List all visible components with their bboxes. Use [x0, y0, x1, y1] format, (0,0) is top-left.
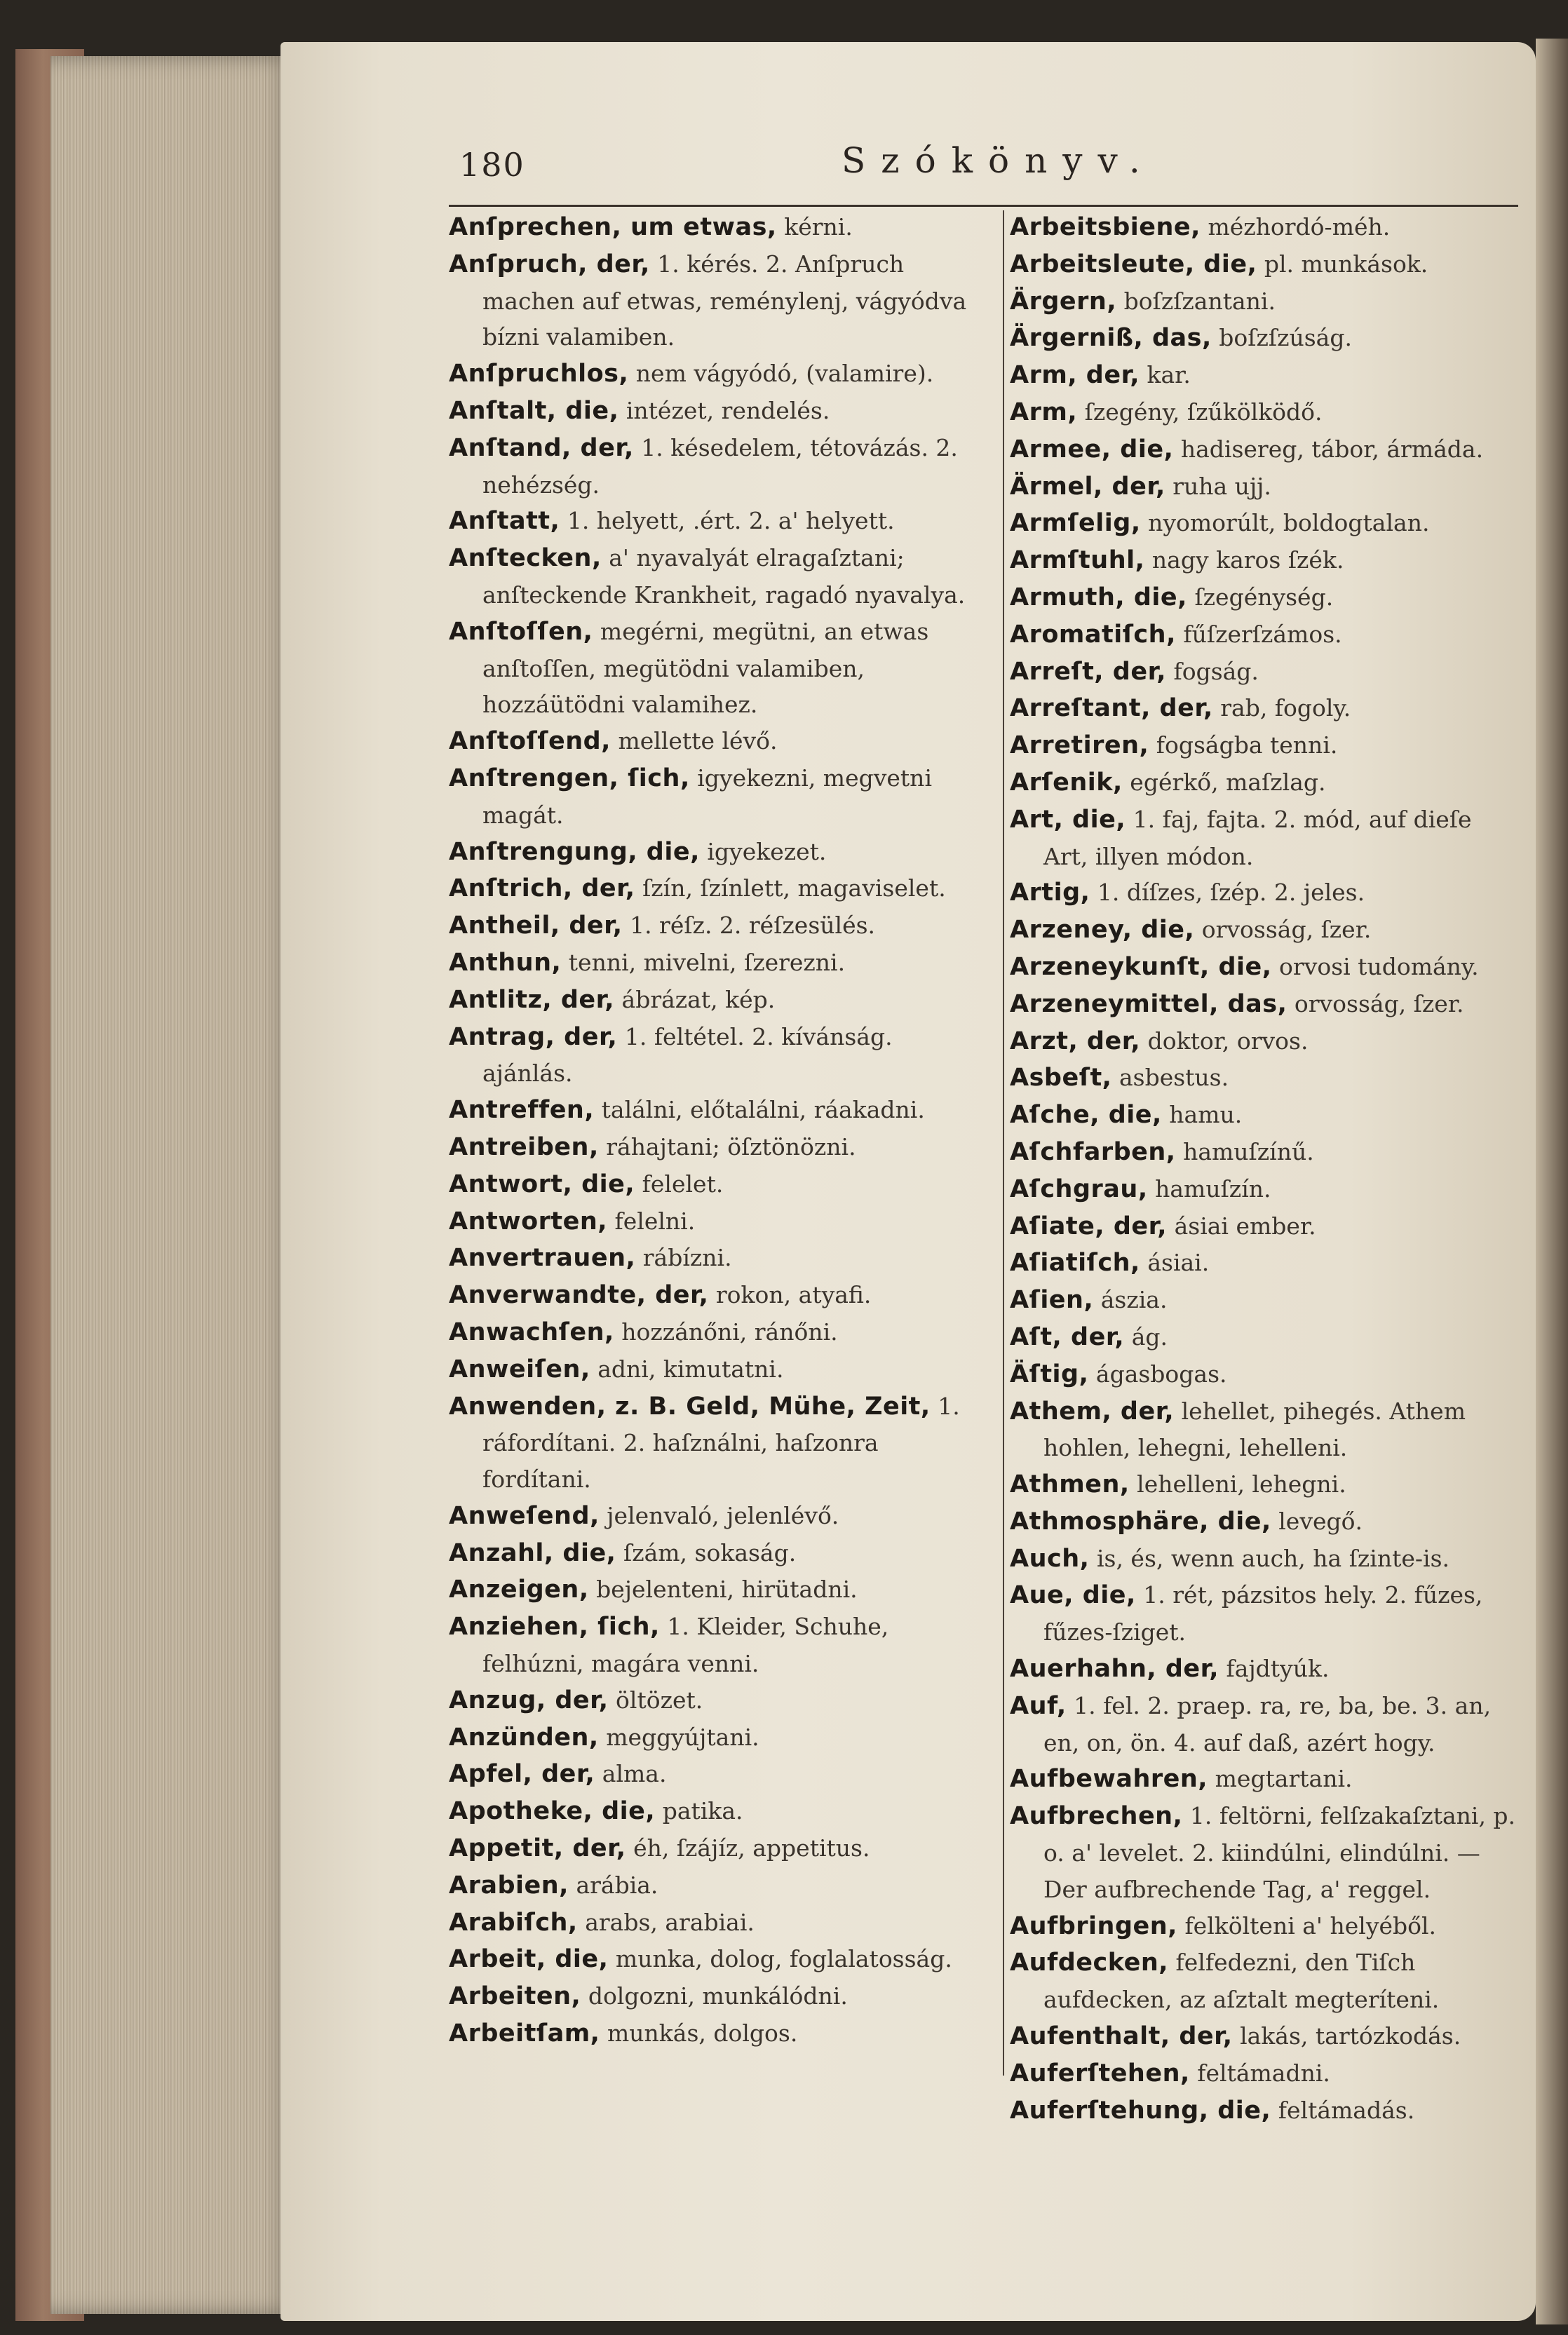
- dictionary-entry: [1010, 1761, 1522, 1798]
- entry-definition: rokon, atyafi.: [708, 1281, 872, 1309]
- entry-definition: felelet.: [635, 1170, 724, 1198]
- entry-definition: boſzſzúság.: [1211, 324, 1352, 352]
- entry-definition: nem vágyódó, (valamire).: [628, 360, 934, 388]
- dictionary-entry: [449, 1904, 989, 1942]
- entry-headword: Anſtoſſen,: [449, 617, 593, 646]
- dictionary-entry: [449, 246, 989, 356]
- entry-definition: feltámadás.: [1271, 2096, 1415, 2124]
- entry-definition: orvosság, ſzer.: [1287, 989, 1464, 1017]
- entry-headword: Anſtoſſend,: [449, 727, 611, 756]
- dictionary-entry: [449, 1203, 989, 1240]
- dictionary-entry: [449, 1240, 989, 1277]
- dictionary-entry: [449, 1166, 989, 1203]
- dictionary-entry: [1010, 283, 1522, 320]
- dictionary-entry: [449, 503, 989, 540]
- entry-headword: Antrag, der,: [449, 1022, 618, 1051]
- entry-headword: Antworten,: [449, 1207, 608, 1236]
- dictionary-entry: [1010, 320, 1522, 357]
- entry-definition: lehelleni, lehegni.: [1129, 1470, 1346, 1498]
- dictionary-entry: [1010, 986, 1522, 1023]
- entry-definition: 1. kérés. 2. Anſpruch machen auf etwas, reménylenj, vágyódva bízni valamiben.: [482, 250, 967, 351]
- entry-definition: hamuſzínű.: [1175, 1137, 1314, 1165]
- entry-definition: adni, kimutatni.: [590, 1355, 784, 1383]
- dictionary-entry: [449, 1351, 989, 1388]
- entry-headword: Arm, der,: [1010, 361, 1140, 390]
- entry-definition: arabs, arabiai.: [577, 1908, 755, 1936]
- entry-definition: 1. díſzes, ſzép. 2. jeles.: [1090, 879, 1365, 907]
- page-block-edge: [50, 56, 296, 2314]
- entry-headword: Aufbringen,: [1010, 1911, 1177, 1940]
- entry-headword: Arſenik,: [1010, 768, 1123, 797]
- entry-definition: bejelenteni, hirütadni.: [588, 1576, 858, 1604]
- entry-headword: Arzt, der,: [1010, 1027, 1141, 1055]
- entry-headword: Antlitz, der,: [449, 985, 615, 1014]
- entry-headword: Arm,: [1010, 398, 1078, 426]
- entry-definition: felfedezni, den Tiſch aufdecken, az aſztalt megteríteni.: [1043, 1949, 1440, 2014]
- entry-headword: Arretiren,: [1010, 731, 1149, 760]
- entry-headword: Anſtand, der,: [449, 433, 634, 462]
- dictionary-entry: [449, 1756, 989, 1793]
- entry-definition: megtartani.: [1208, 1765, 1353, 1793]
- entry-headword: Anzug, der,: [449, 1686, 609, 1714]
- entry-headword: Armuth, die,: [1010, 583, 1187, 611]
- entry-definition: egérkő, maſzlag.: [1122, 768, 1326, 796]
- dictionary-entry: [1010, 431, 1522, 468]
- entry-headword: Arreſtant, der,: [1010, 694, 1213, 723]
- dictionary-entry: [1010, 1171, 1522, 1208]
- entry-headword: Ärgerniß, das,: [1010, 324, 1212, 353]
- entry-headword: Arbeitsleute, die,: [1010, 250, 1257, 278]
- entry-headword: Appetit, der,: [449, 1834, 626, 1863]
- dictionary-entry: [449, 1609, 989, 1682]
- entry-headword: Arabien,: [449, 1871, 569, 1900]
- entry-definition: munka, dolog, foglalatosság.: [608, 1945, 952, 1973]
- entry-definition: 1. feltörni, felſzakaſztani, p. o. a' levelet. 2. kiindúlni, elindúlni. — Der aufbrechende Tag, a' reggel.: [1043, 1802, 1516, 1903]
- entry-headword: Aſiatiſch,: [1010, 1249, 1140, 1278]
- entry-headword: Athmen,: [1010, 1470, 1130, 1499]
- entry-definition: ág.: [1124, 1322, 1168, 1351]
- dictionary-entry: [449, 430, 989, 503]
- dictionary-entry: [1010, 1577, 1522, 1651]
- dictionary-entry: [449, 209, 989, 246]
- dictionary-entry: [1010, 2092, 1522, 2130]
- entry-headword: Anwachſen,: [449, 1318, 614, 1346]
- entry-definition: levegő.: [1271, 1507, 1363, 1535]
- entry-headword: Arbeit, die,: [449, 1945, 609, 1974]
- entry-headword: Anzünden,: [449, 1723, 599, 1752]
- entry-headword: Arzeneykunſt, die,: [1010, 952, 1272, 981]
- entry-headword: Auferſtehung, die,: [1010, 2096, 1271, 2125]
- entry-definition: munkás, dolgos.: [600, 2019, 798, 2048]
- entry-headword: Anthun,: [449, 948, 562, 977]
- dictionary-entry: [1010, 579, 1522, 616]
- entry-definition: ásiai.: [1140, 1249, 1210, 1277]
- entry-definition: doktor, orvos.: [1140, 1027, 1309, 1055]
- dictionary-entry: [449, 1682, 989, 1719]
- entry-definition: 1. faj, fajta. 2. mód, auf dieſe Art, illyen módon.: [1043, 805, 1472, 870]
- entry-definition: fajdtyúk.: [1219, 1655, 1330, 1683]
- dictionary-entry: [449, 1941, 989, 1978]
- entry-headword: Anſprechen, um etwas,: [449, 213, 777, 241]
- entry-headword: Aſt, der,: [1010, 1322, 1125, 1351]
- entry-headword: Arbeitſam,: [449, 2019, 600, 2048]
- entry-definition: öltözet.: [608, 1686, 703, 1714]
- entry-definition: a' nyavalyát elragaſztani; anſteckende Krankheit, ragadó nyavalya.: [482, 544, 966, 609]
- entry-definition: nagy karos ſzék.: [1144, 546, 1344, 574]
- dictionary-entry: [1010, 357, 1522, 394]
- entry-definition: hamu.: [1161, 1101, 1243, 1129]
- entry-definition: mézhordó-méh.: [1200, 213, 1391, 241]
- entry-definition: igyekezet.: [699, 837, 827, 865]
- entry-headword: Aſchgrau,: [1010, 1175, 1148, 1203]
- dictionary-entry: [1010, 1393, 1522, 1467]
- dictionary-entry: [1010, 505, 1522, 542]
- dictionary-entry: [449, 907, 989, 945]
- entry-definition: intézet, rendelés.: [619, 396, 830, 424]
- dictionary-entry: [1010, 1023, 1522, 1060]
- entry-definition: fűſzerſzámos.: [1175, 620, 1342, 648]
- entry-headword: Apfel, der,: [449, 1760, 595, 1789]
- entry-definition: lehellet, pihegés. Athem hohlen, lehegni, lehelleni.: [1043, 1397, 1466, 1462]
- dictionary-entry: [1010, 949, 1522, 986]
- entry-definition: pl. munkások.: [1257, 250, 1428, 278]
- dictionary-entry: [449, 2015, 989, 2052]
- dictionary-entry: [1010, 542, 1522, 579]
- left-column: [449, 209, 989, 2052]
- entry-definition: orvosság, ſzer.: [1194, 916, 1372, 944]
- entry-headword: Arabiſch,: [449, 1908, 578, 1937]
- dictionary-entry: [1010, 690, 1522, 727]
- entry-definition: rab, fogoly.: [1212, 694, 1351, 722]
- entry-headword: Antreffen,: [449, 1096, 595, 1125]
- entry-headword: Artig,: [1010, 879, 1090, 907]
- dictionary-entry: [1010, 764, 1522, 801]
- entry-definition: találni, előtalálni, ráakadni.: [594, 1096, 925, 1124]
- dictionary-entry: [1010, 727, 1522, 764]
- dictionary-entry: [1010, 654, 1522, 691]
- dictionary-entry: [1010, 1282, 1522, 1319]
- entry-definition: 1. helyett, .ért. 2. a' helyett.: [560, 507, 895, 535]
- dictionary-entry: [449, 834, 989, 871]
- dictionary-entry: [1010, 1798, 1522, 1907]
- entry-definition: ſzegény, ſzűkölködő.: [1077, 398, 1323, 426]
- dictionary-entry: [1010, 394, 1522, 431]
- dictionary-entry: [449, 945, 989, 982]
- dictionary-entry: [449, 982, 989, 1019]
- dictionary-entry: [449, 723, 989, 760]
- entry-headword: Aſchfarben,: [1010, 1137, 1176, 1166]
- entry-headword: Apotheke, die,: [449, 1797, 656, 1826]
- entry-definition: tenni, mivelni, ſzerezni.: [561, 948, 846, 976]
- dictionary-entry: [449, 1535, 989, 1572]
- entry-definition: kar.: [1140, 361, 1191, 389]
- dictionary-entry: [1010, 1944, 1522, 2018]
- entry-headword: Anſtrich, der,: [449, 874, 635, 903]
- dictionary-entry: [1010, 1319, 1522, 1356]
- entry-definition: dolgozni, munkálódni.: [581, 1982, 848, 2010]
- dictionary-entry: [449, 1867, 989, 1904]
- entry-definition: 1. Kleider, Schuhe, felhúzni, magára venni.: [482, 1613, 889, 1678]
- header-rule: [449, 205, 1518, 207]
- entry-definition: 1. ráfordítani. 2. haſználni, haſzonra fordítani.: [482, 1392, 960, 1494]
- entry-headword: Antheil, der,: [449, 912, 623, 940]
- dictionary-entry: [1010, 1245, 1522, 1282]
- dictionary-entry: [449, 1277, 989, 1314]
- dictionary-entry: [1010, 1097, 1522, 1134]
- dictionary-entry: [1010, 246, 1522, 283]
- entry-headword: Anſpruchlos,: [449, 360, 629, 388]
- dictionary-entry: [1010, 801, 1522, 875]
- dictionary-entry: [449, 870, 989, 907]
- dictionary-entry: [1010, 1208, 1522, 1245]
- dictionary-entry: [1010, 1541, 1522, 1578]
- dictionary-entry: [1010, 1356, 1522, 1393]
- entry-headword: Aufenthalt, der,: [1010, 2022, 1233, 2051]
- entry-definition: hozzánőni, ránőni.: [614, 1318, 838, 1346]
- entry-definition: rábízni.: [635, 1244, 732, 1272]
- dictionary-entry: [449, 1314, 989, 1351]
- entry-definition: felelni.: [607, 1207, 696, 1235]
- entry-definition: is, és, wenn auch, ha ſzinte-is.: [1089, 1544, 1450, 1572]
- entry-headword: Aromatiſch,: [1010, 620, 1176, 649]
- entry-definition: ábrázat, kép.: [614, 985, 776, 1013]
- entry-headword: Anſtrengung, die,: [449, 837, 700, 866]
- dictionary-entry: [1010, 1466, 1522, 1503]
- entry-headword: Arbeitsbiene,: [1010, 213, 1201, 241]
- dictionary-entry: [449, 393, 989, 430]
- dictionary-entry: [449, 540, 989, 614]
- entry-headword: Ärmel, der,: [1010, 472, 1165, 501]
- entry-definition: ásiai ember.: [1167, 1212, 1316, 1240]
- entry-definition: jelenvaló, jelenlévő.: [599, 1501, 839, 1529]
- dictionary-entry: [449, 1571, 989, 1609]
- column-divider: [1003, 210, 1004, 2076]
- entry-definition: megérni, megütni, an etwas anſtoſſen, megütödni valamiben, hozzáütödni valamihez.: [482, 617, 929, 719]
- dictionary-entry: [1010, 1688, 1522, 1761]
- entry-headword: Anſtatt,: [449, 507, 560, 536]
- dictionary-entry: [449, 1978, 989, 2015]
- entry-headword: Anwenden, z. B. Geld, Mühe, Zeit,: [449, 1392, 931, 1421]
- entry-definition: hamuſzín.: [1147, 1175, 1271, 1203]
- entry-headword: Aſche, die,: [1010, 1101, 1162, 1130]
- dictionary-entry: [1010, 2018, 1522, 2055]
- dictionary-entry: [449, 760, 989, 834]
- entry-definition: ászia.: [1093, 1286, 1168, 1314]
- entry-definition: alma.: [595, 1760, 667, 1788]
- dictionary-entry: [1010, 616, 1522, 654]
- entry-headword: Arbeiten,: [449, 1982, 581, 2011]
- entry-headword: Anverwandte, der,: [449, 1281, 709, 1310]
- entry-headword: Armſtuhl,: [1010, 546, 1145, 575]
- entry-definition: feltámadni.: [1189, 2059, 1330, 2087]
- entry-definition: ſzegénység.: [1187, 583, 1334, 611]
- entry-headword: Armſelig,: [1010, 509, 1141, 538]
- entry-definition: ráhajtani; öſztönözni.: [598, 1132, 856, 1160]
- dictionary-entry: [1010, 1060, 1522, 1097]
- entry-headword: Auferſtehen,: [1010, 2059, 1190, 2087]
- entry-definition: igyekezni, megvetni magát.: [482, 764, 932, 829]
- page-number: 180: [459, 146, 525, 184]
- entry-definition: 1. feltétel. 2. kívánság. ajánlás.: [482, 1022, 893, 1088]
- entry-headword: Armee, die,: [1010, 435, 1174, 463]
- entry-definition: ſzám, sokaság.: [616, 1538, 797, 1566]
- entry-definition: meggyújtani.: [598, 1723, 759, 1751]
- entry-headword: Anweſend,: [449, 1501, 600, 1530]
- entry-headword: Anſtecken,: [449, 544, 602, 573]
- entry-definition: asbestus.: [1111, 1064, 1229, 1092]
- dictionary-entry: [449, 614, 989, 723]
- entry-definition: 1. késedelem, tétovázás. 2. nehézség.: [482, 433, 958, 499]
- dictionary-entry: [449, 1793, 989, 1830]
- entry-headword: Anzahl, die,: [449, 1538, 616, 1567]
- dictionary-entry: [449, 1092, 989, 1129]
- entry-definition: 1. rét, pázsitos hely. 2. fűzes, fűzes-ſziget.: [1043, 1581, 1483, 1646]
- entry-definition: arábia.: [568, 1871, 658, 1899]
- entry-definition: 1. réſz. 2. réſzesülés.: [622, 912, 876, 940]
- entry-headword: Anziehen, ſich,: [449, 1613, 660, 1642]
- entry-headword: Anſpruch, der,: [449, 250, 650, 278]
- entry-headword: Auerhahn, der,: [1010, 1655, 1219, 1684]
- entry-headword: Anvertrauen,: [449, 1244, 636, 1273]
- entry-headword: Aufbewahren,: [1010, 1765, 1208, 1794]
- entry-headword: Aufdecken,: [1010, 1949, 1169, 1977]
- entry-headword: Äſtig,: [1010, 1360, 1089, 1388]
- right-page-edge: [1536, 39, 1568, 2324]
- dictionary-entry: [449, 1498, 989, 1535]
- entry-definition: mellette lévő.: [610, 727, 778, 755]
- entry-headword: Aufbrechen,: [1010, 1802, 1183, 1831]
- entry-definition: ſzín, ſzínlett, magaviselet.: [635, 874, 946, 902]
- entry-headword: Auf,: [1010, 1691, 1067, 1720]
- entry-headword: Anſtalt, die,: [449, 396, 619, 425]
- entry-definition: hadisereg, tábor, ármáda.: [1173, 435, 1484, 463]
- dictionary-entry: [1010, 2055, 1522, 2092]
- dictionary-entry: [449, 1719, 989, 1757]
- entry-headword: Athem, der,: [1010, 1397, 1175, 1426]
- entry-headword: Antwort, die,: [449, 1170, 635, 1198]
- entry-definition: 1. fel. 2. praep. ra, re, ba, be. 3. an, en, on, ön. 4. auf daß, azért hogy.: [1043, 1691, 1492, 1757]
- dictionary-entry: [1010, 1503, 1522, 1541]
- dictionary-entry: [1010, 1908, 1522, 1945]
- entry-headword: Anweiſen,: [449, 1355, 590, 1383]
- entry-headword: Anzeigen,: [449, 1576, 589, 1604]
- entry-headword: Aſien,: [1010, 1286, 1094, 1315]
- entry-definition: nyomorúlt, boldogtalan.: [1140, 509, 1430, 537]
- dictionary-entry: [1010, 468, 1522, 506]
- entry-headword: Antreiben,: [449, 1132, 599, 1161]
- dictionary-entry: [1010, 1651, 1522, 1688]
- entry-headword: Arzeneymittel, das,: [1010, 989, 1287, 1018]
- entry-definition: lakás, tartózkodás.: [1232, 2022, 1461, 2050]
- running-head: Szókönyv.: [842, 140, 1156, 181]
- dictionary-entry: [449, 1388, 989, 1498]
- dictionary-entry: [449, 356, 989, 393]
- entry-headword: Ärgern,: [1010, 287, 1117, 316]
- dictionary-entry: [1010, 209, 1522, 246]
- entry-definition: ágasbogas.: [1088, 1360, 1227, 1388]
- entry-definition: felkölteni a' helyéből.: [1177, 1911, 1437, 1940]
- entry-definition: kérni.: [776, 213, 853, 241]
- dictionary-entry: [449, 1830, 989, 1867]
- entry-headword: Aſiate, der,: [1010, 1212, 1168, 1240]
- entry-headword: Aue, die,: [1010, 1581, 1136, 1610]
- entry-headword: Anſtrengen, ſich,: [449, 764, 690, 792]
- entry-definition: boſzſzantani.: [1116, 287, 1276, 315]
- entry-headword: Auch,: [1010, 1544, 1090, 1573]
- entry-definition: patika.: [655, 1797, 743, 1825]
- dictionary-entry: [449, 1129, 989, 1166]
- dictionary-entry: [1010, 912, 1522, 949]
- dictionary-entry: [449, 1019, 989, 1092]
- entry-headword: Asbeſt,: [1010, 1064, 1112, 1092]
- entry-definition: fogság.: [1166, 657, 1259, 685]
- entry-headword: Arreſt, der,: [1010, 657, 1166, 686]
- entry-headword: Athmosphäre, die,: [1010, 1507, 1271, 1536]
- entry-definition: éh, ſzájíz, appetitus.: [626, 1834, 870, 1862]
- entry-headword: Arzeney, die,: [1010, 916, 1195, 945]
- dictionary-entry: [1010, 1134, 1522, 1171]
- entry-definition: ruha ujj.: [1165, 472, 1271, 500]
- entry-headword: Art, die,: [1010, 805, 1126, 834]
- entry-definition: fogságba tenni.: [1149, 731, 1338, 759]
- entry-definition: orvosi tudomány.: [1271, 952, 1479, 980]
- right-column: [1010, 209, 1522, 2129]
- dictionary-entry: [1010, 874, 1522, 912]
